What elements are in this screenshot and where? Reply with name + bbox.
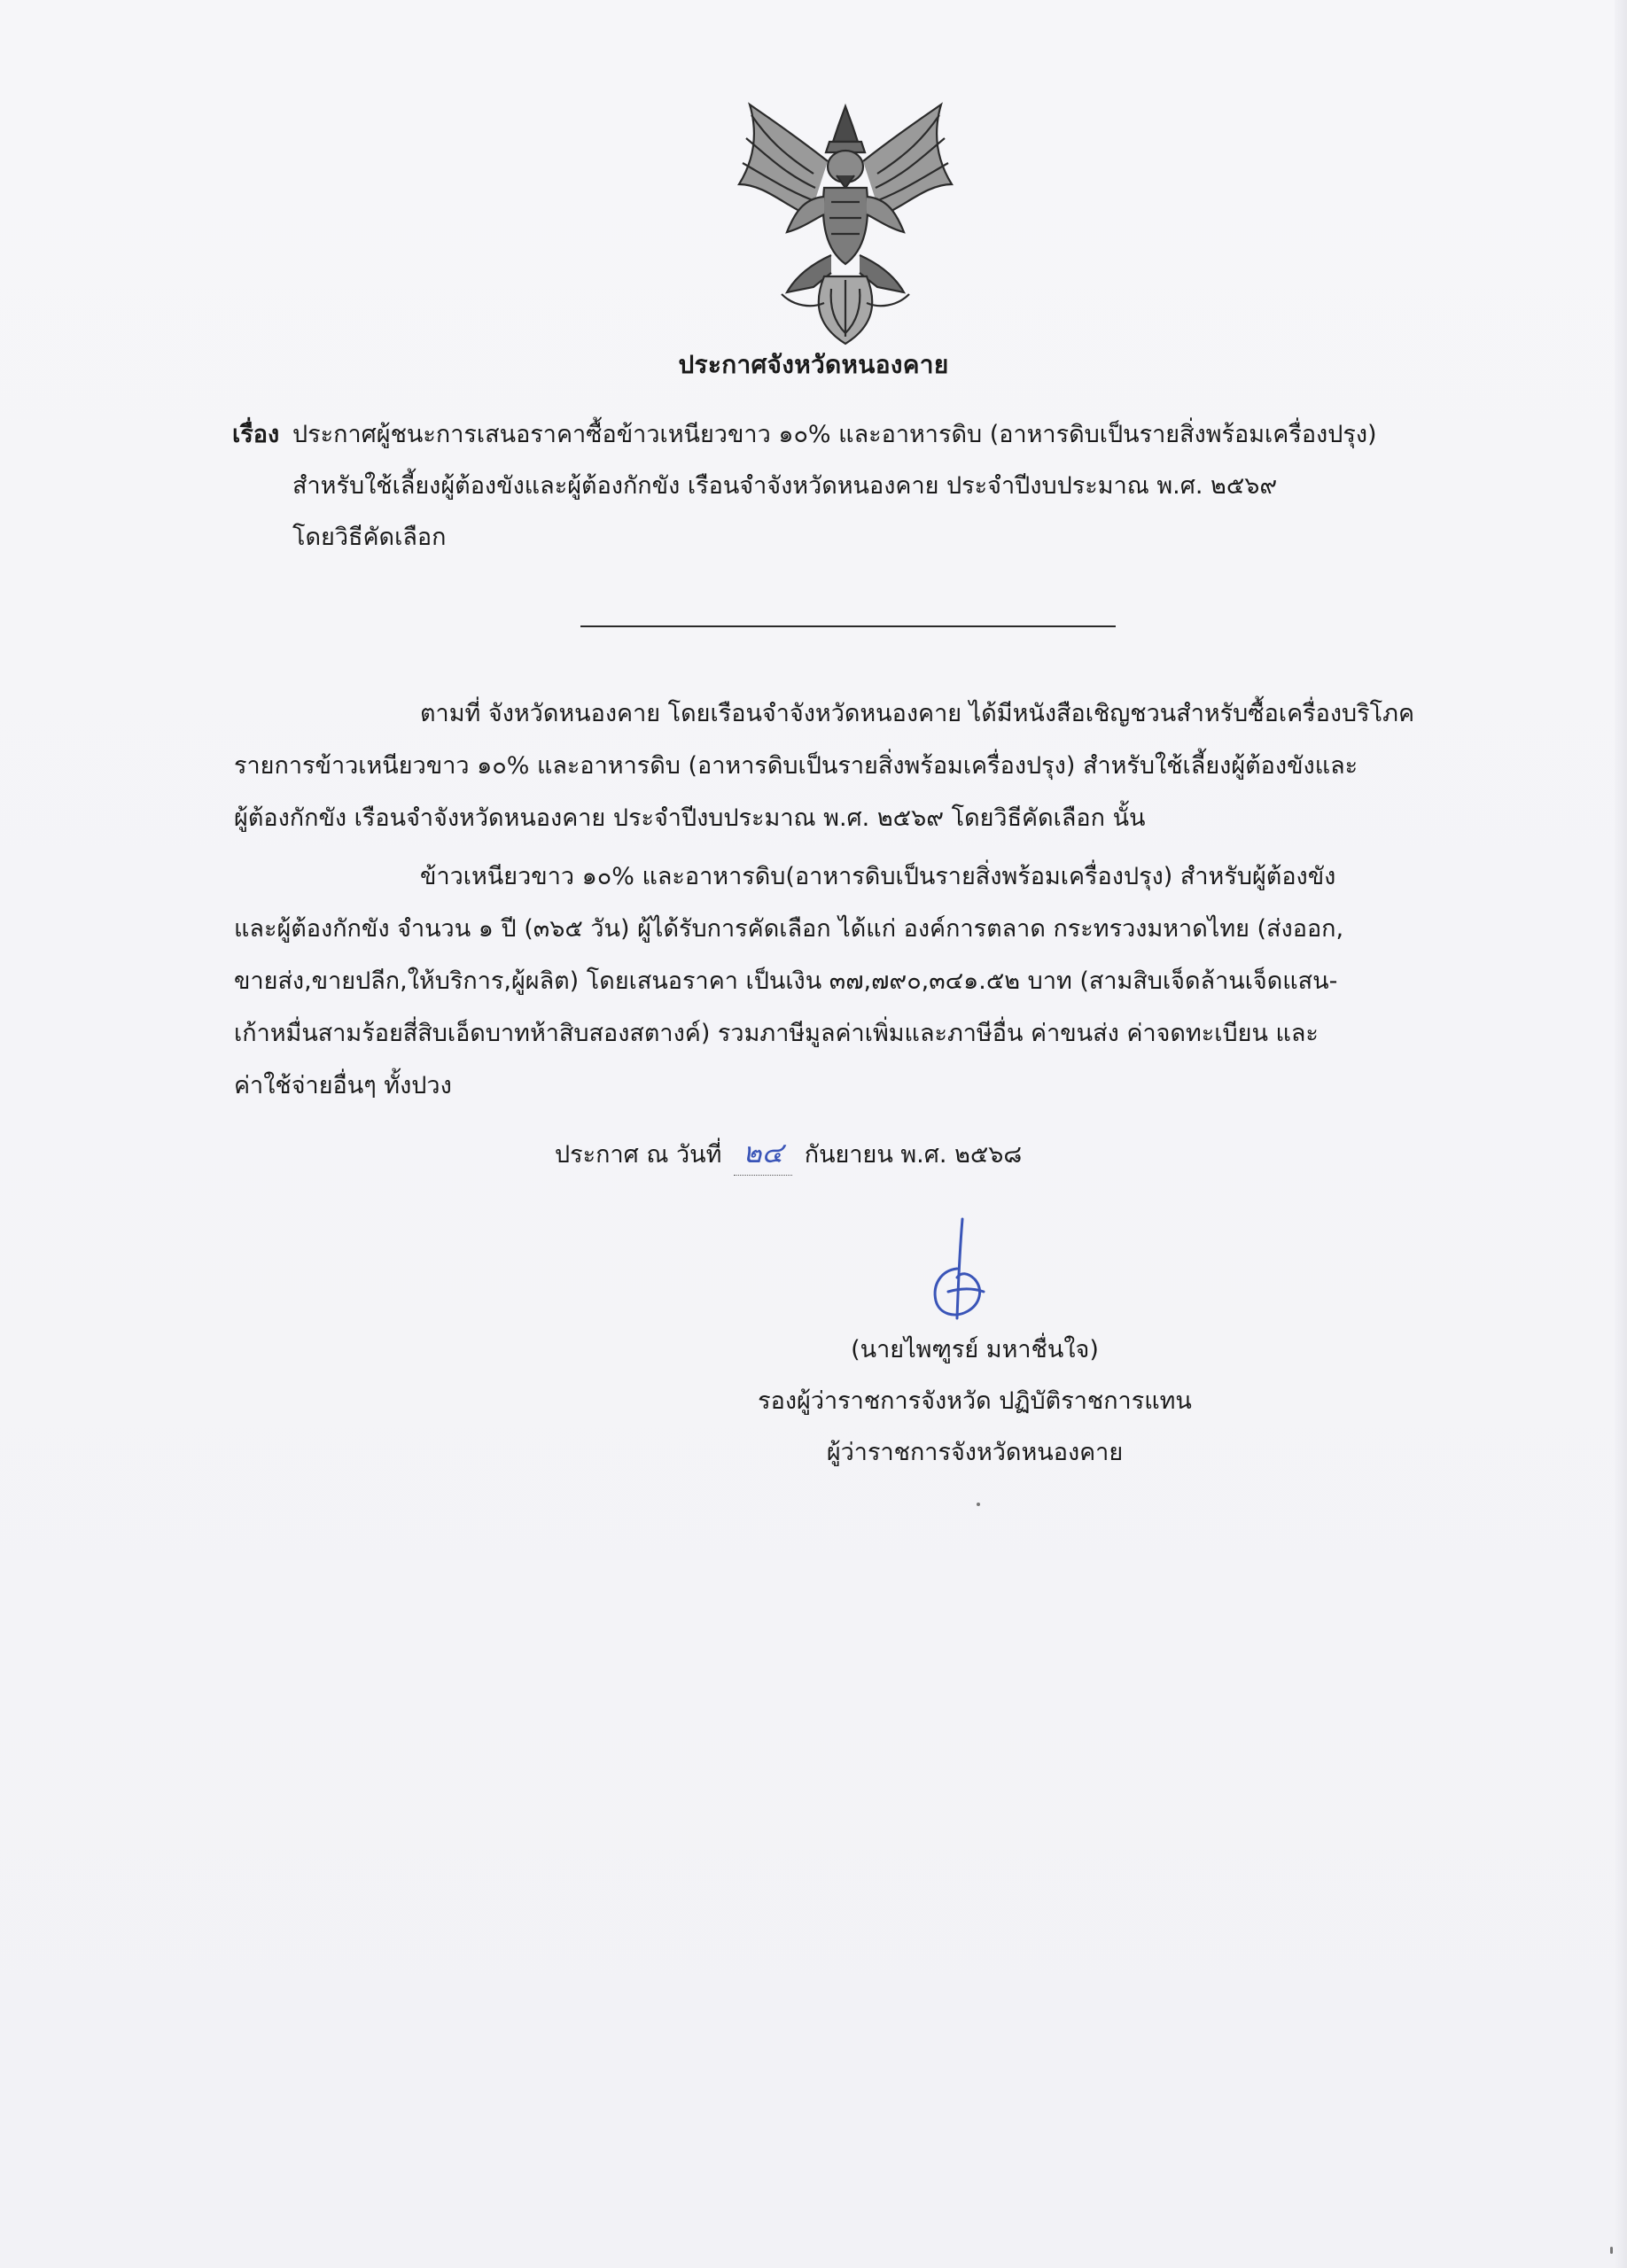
paragraph-line: เก้าหมื่นสามร้อยสี่สิบเอ็ดบาทห้าสิบสองสตางค์) รวมภาษีมูลค่าเพิ่มและภาษีอื่น ค่าขนส่ง ค่าจดทะเบียน และ xyxy=(234,1020,1319,1047)
announcement-suffix: กันยายน พ.ศ. ๒๕๖๘ xyxy=(804,1141,1023,1169)
separator-line xyxy=(580,625,1116,627)
announcement-prefix: ประกาศ ณ วันที่ xyxy=(555,1141,722,1169)
paper-speck xyxy=(1610,2247,1613,2254)
subject-text xyxy=(292,409,1489,563)
subject-line: ประกาศผู้ชนะการเสนอราคาซื้อข้าวเหนียวขาว ๑๐% และอาหารดิบ (อาหารดิบเป็นรายสิ่งพร้อมเครื่องปรุง) xyxy=(292,421,1377,448)
paragraph-1 xyxy=(234,687,1466,844)
paper-speck xyxy=(977,1503,980,1506)
paragraph-line: ตามที่ จังหวัดหนองคาย โดยเรือนจำจังหวัดหนองคาย ได้มีหนังสือเชิญชวนสำหรับซื้อเครื่องบริโภค xyxy=(420,700,1415,727)
announcement-date xyxy=(555,1130,1022,1177)
subject-label: เรื่อง xyxy=(232,421,280,448)
paragraph-line: ข้าวเหนียวขาว ๑๐% และอาหารดิบ(อาหารดิบเป็นรายสิ่งพร้อมเครื่องปรุง) สำหรับผู้ต้องขัง xyxy=(420,863,1336,890)
garuda-emblem-icon xyxy=(732,99,959,347)
document-title: ประกาศจังหวัดหนองคาย xyxy=(678,350,949,379)
signatory-name: (นายไพฑูรย์ มหาชื่นใจ) xyxy=(851,1336,1099,1363)
signatory-office: ผู้ว่าราชการจังหวัดหนองคาย xyxy=(826,1439,1124,1466)
paragraph-line: ผู้ต้องกักขัง เรือนจำจังหวัดหนองคาย ประจำปีงบประมาณ พ.ศ. ๒๕๖๙ โดยวิธีคัดเลือก นั้น xyxy=(234,804,1146,832)
paragraph-line: รายการข้าวเหนียวขาว ๑๐% และอาหารดิบ (อาหารดิบเป็นรายสิ่งพร้อมเครื่องปรุง) สำหรับใช้เลี้ยงผู้ต้องขังและ xyxy=(234,752,1358,780)
paragraph-line: ค่าใช้จ่ายอื่นๆ ทั้งปวง xyxy=(234,1072,452,1099)
handwritten-signature-icon xyxy=(922,1214,1001,1329)
signatory-block xyxy=(709,1324,1241,1479)
signatory-position: รองผู้ว่าราชการจังหวัด ปฏิบัติราชการแทน xyxy=(758,1387,1192,1415)
paragraph-2 xyxy=(234,850,1466,1112)
paragraph-line: และผู้ต้องกักขัง จำนวน ๑ ปี (๓๖๕ วัน) ผู้ได้รับการคัดเลือก ได้แก่ องค์การตลาด กระทรวงมหาดไทย (ส่งออก, xyxy=(234,915,1344,943)
paragraph-line: ขายส่ง,ขายปลีก,ให้บริการ,ผู้ผลิต) โดยเสนอราคา เป็นเงิน ๓๗,๗๙๐,๓๔๑.๕๒ บาท (สามสิบเจ็ดล้านเจ็ดแสน- xyxy=(234,967,1338,995)
subject-line: โดยวิธีคัดเลือก xyxy=(292,524,447,551)
handwritten-day: ๒๔ xyxy=(734,1130,791,1176)
subject-line: สำหรับใช้เลี้ยงผู้ต้องขังและผู้ต้องกักขัง เรือนจำจังหวัดหนองคาย ประจำปีงบประมาณ พ.ศ. ๒๕๖๙ xyxy=(292,472,1278,500)
paper-edge xyxy=(1615,0,1627,2268)
